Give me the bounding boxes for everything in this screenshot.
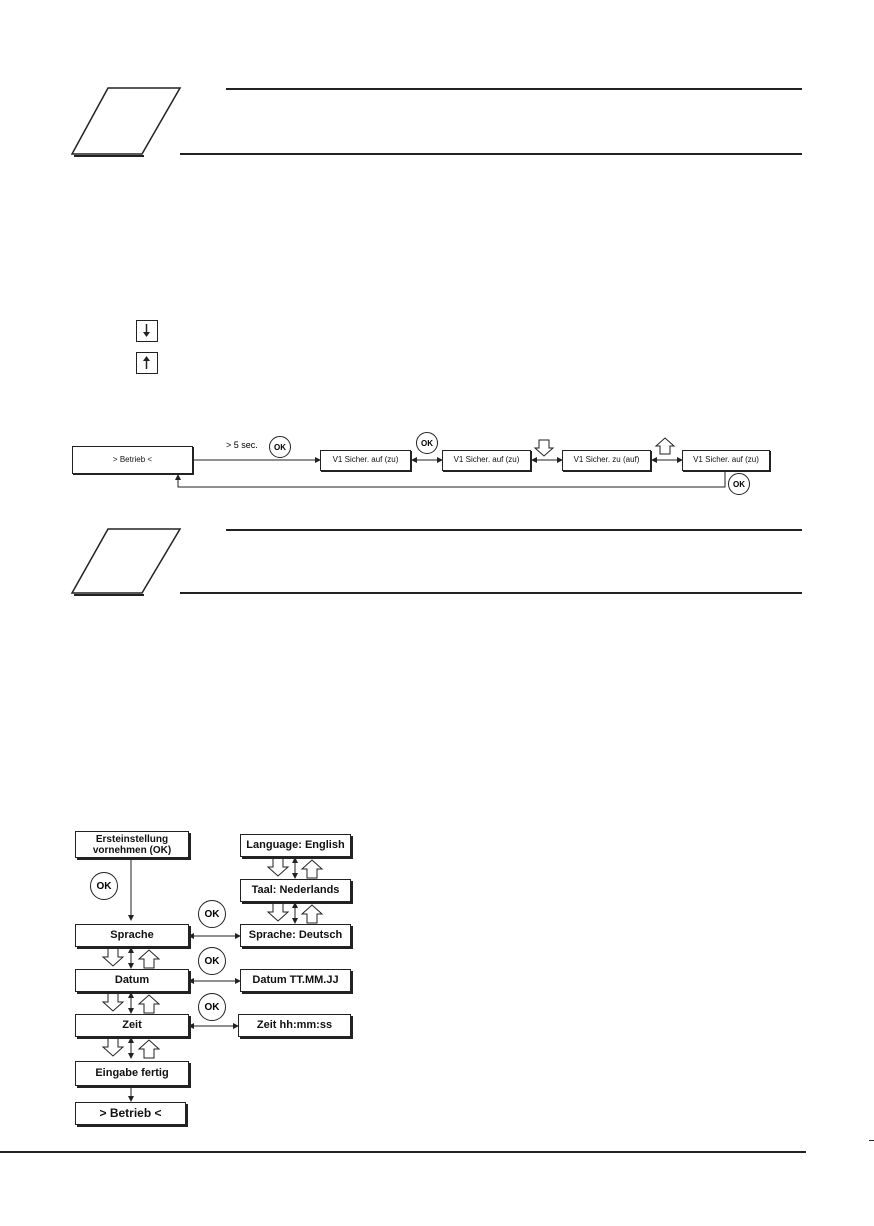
v1-box-4-label: V1 Sicher. auf (zu) xyxy=(693,455,759,465)
setup-box-initial xyxy=(75,831,189,858)
setup-box-english-label: Language: English xyxy=(246,839,345,852)
setup-box-initial-label: Ersteinstellung vornehmen (OK) xyxy=(92,833,172,856)
setup-box-deutsch xyxy=(240,924,351,947)
setup-box-zeit xyxy=(75,1014,189,1037)
v1-box-3-label: V1 Sicher. zu (auf) xyxy=(573,455,640,465)
setup-box-nederlands-label: Taal: Nederlands xyxy=(251,884,340,897)
nav-arrows-right-1 xyxy=(268,858,322,878)
setup-box-betrieb-label: > Betrieb < xyxy=(99,1105,162,1120)
ok-button-next: OK xyxy=(416,432,438,454)
setup-box-sprache-label: Sprache xyxy=(110,929,154,942)
ok-button-setup-1: OK xyxy=(90,872,118,900)
setup-box-zeit-label: Zeit xyxy=(122,1019,142,1032)
setup-box-sprache xyxy=(75,924,189,947)
setup-box-betrieb xyxy=(75,1102,186,1125)
setup-box-deutsch-label: Sprache: Deutsch xyxy=(248,929,343,942)
setup-box-datum-format-label: Datum TT.MM.JJ xyxy=(252,974,339,987)
setup-box-eingabe xyxy=(75,1061,189,1086)
ok-button-hold: OK xyxy=(269,436,291,458)
setup-box-datum-format xyxy=(240,969,351,992)
setup-box-english xyxy=(240,834,351,857)
ok-button-setup-2: OK xyxy=(198,900,226,928)
setup-box-datum-label: Datum xyxy=(114,974,150,987)
ok-button-setup-3: OK xyxy=(198,947,226,975)
footer-rule xyxy=(0,1151,806,1153)
v1-box-1-label: V1 Sicher. auf (zu) xyxy=(332,455,399,465)
setup-box-nederlands xyxy=(240,879,351,902)
setup-box-eingabe-label: Eingabe fertig xyxy=(95,1067,169,1080)
start-box-label: > Betrieb < xyxy=(112,454,153,464)
setup-box-datum xyxy=(75,969,189,992)
setup-box-zeit-format xyxy=(238,1014,351,1037)
footer-edge-mark xyxy=(869,1140,874,1141)
nav-arrows-right-2 xyxy=(268,903,322,923)
nav-arrows-left-3 xyxy=(103,1038,159,1058)
v1-box-2-label: V1 Sicher. auf (zu) xyxy=(453,455,520,465)
ok-button-return: OK xyxy=(728,473,750,495)
nav-arrows-left-2 xyxy=(103,993,159,1013)
hold-label: > 5 sec. xyxy=(226,440,258,450)
nav-arrows-left-1 xyxy=(103,948,159,968)
ok-button-setup-4: OK xyxy=(198,993,226,1021)
setup-box-zeit-format-label: Zeit hh:mm:ss xyxy=(256,1019,333,1032)
